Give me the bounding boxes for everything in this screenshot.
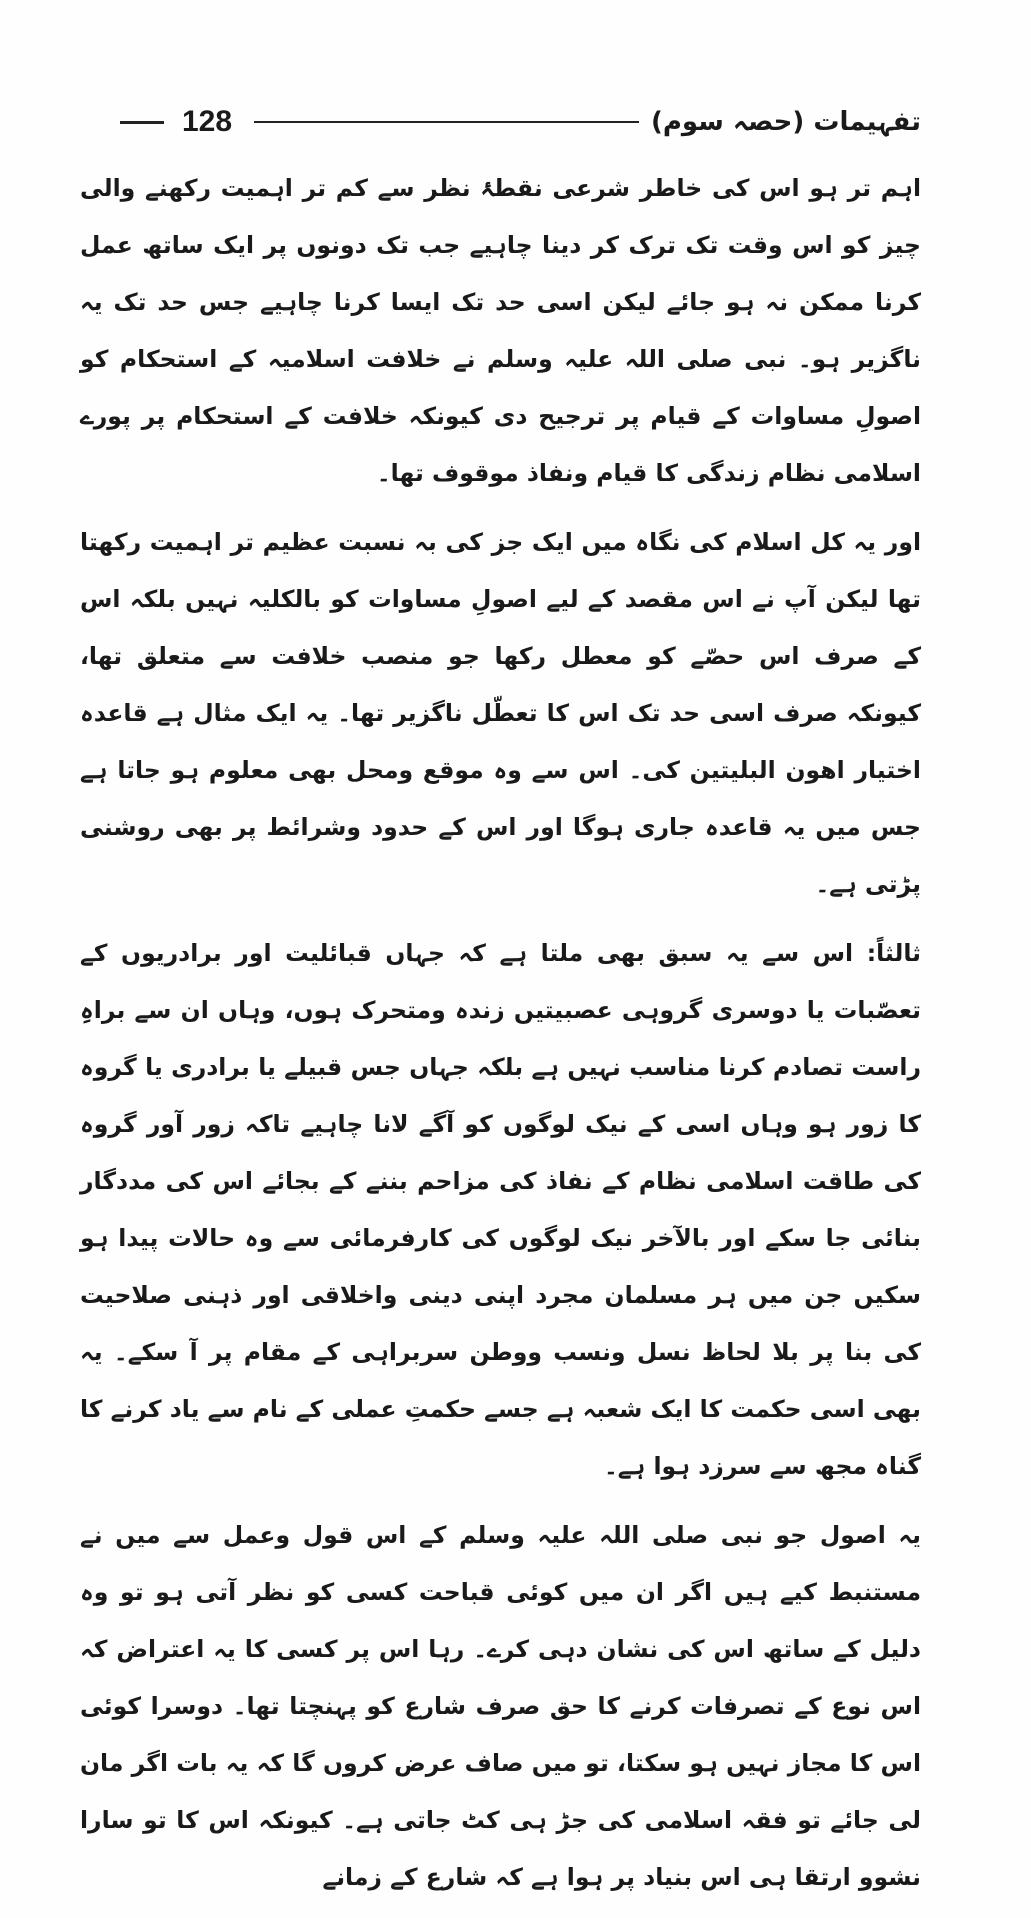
paragraph: اہم تر ہو اس کی خاطر شرعی نقطۂ نظر سے کم تر اہمیت رکھنے والی چیز کو اس وقت تک ترک کر دینا چاہیے جب تک دونوں پر ایک ساتھ عمل کرنا ممکن نہ ہو جائے لیکن اسی حد تک ایسا کرنا چاہیے جس حد تک یہ ناگزیر ہو۔ نبی صلی اللہ علیہ وسلم نے خلافت اسلامیہ کے استحکام کو اصولِ مساوات کے قیام پر ترجیح دی کیونکہ خلافت کے استحکام پر پورے اسلامی نظام زندگی کا قیام ونفاذ موقوف تھا۔: [80, 174, 921, 487]
header-dash: [120, 121, 164, 124]
page-header: [120, 100, 921, 144]
paragraph: اور یہ کل اسلام کی نگاہ میں ایک جز کی بہ نسبت عظیم تر اہمیت رکھتا تھا لیکن آپ نے اس مقصد کے لیے اصولِ مساوات کو بالکلیہ نہیں بلکہ اس کے صرف اس حصّے کو معطل رکھا جو منصب خلافت سے متعلق تھا، کیونکہ صرف اسی حد تک اس کا تعطّل ناگزیر تھا۔ یہ ایک مثال ہے قاعدہ اختیار اھون البلیتین کی۔ اس سے وہ موقع ومحل بھی معلوم ہو جاتا ہے جس میں یہ قاعدہ جاری ہوگا اور اس کے حدود وشرائط پر بھی روشنی پڑتی ہے۔: [80, 528, 921, 898]
body-text: [80, 160, 921, 1918]
header-rule: [254, 121, 639, 123]
book-title: تفہیمات (حصہ سوم): [650, 107, 921, 137]
page-number: 128: [182, 105, 233, 138]
paragraph: ثالثاً: اس سے یہ سبق بھی ملتا ہے کہ جہاں قبائلیت اور برادریوں کے تعصّبات یا دوسری گروہی عصبیتیں زندہ ومتحرک ہوں، وہاں ان سے براہِ راست تصادم کرنا مناسب نہیں ہے بلکہ جہاں جس قبیلے یا برادری یا گروہ کا زور ہو وہاں اسی کے نیک لوگوں کو آگے لانا چاہیے تاکہ زور آور گروہ کی طاقت اسلامی نظام کے نفاذ کی مزاحم بننے کے بجائے اس کی مددگار بنائی جا سکے اور بالآخر نیک لوگوں کی کارفرمائی سے وہ حالات پیدا ہو سکیں جن میں ہر مسلمان مجرد اپنی دینی واخلاقی اور ذہنی صلاحیت کی بنا پر بلا لحاظ نسل ونسب ووطن سربراہی کے مقام پر آ سکے۔ یہ بھی اسی حکمت کا ایک شعبہ ہے جسے حکمتِ عملی کے نام سے یاد کرنے کا گناہ مجھ سے سرزد ہوا ہے۔: [79, 939, 921, 1480]
paragraph: یہ اصول جو نبی صلی اللہ علیہ وسلم کے اس قول وعمل سے میں نے مستنبط کیے ہیں اگر ان میں کوئی قباحت کسی کو نظر آتی ہو تو وہ دلیل کے ساتھ اس کی نشان دہی کرے۔ رہا اس پر کسی کا یہ اعتراض کہ اس نوع کے تصرفات کرنے کا حق صرف شارع کو پہنچتا تھا۔ دوسرا کوئی اس کا مجاز نہیں ہو سکتا، تو میں صاف عرض کروں گا کہ یہ بات اگر مان لی جائے تو فقہ اسلامی کی جڑ ہی کٹ جاتی ہے۔ کیونکہ اس کا تو سارا نشوو ارتقا ہی اس بنیاد پر ہوا ہے کہ شارع کے زمانے: [80, 1521, 921, 1891]
